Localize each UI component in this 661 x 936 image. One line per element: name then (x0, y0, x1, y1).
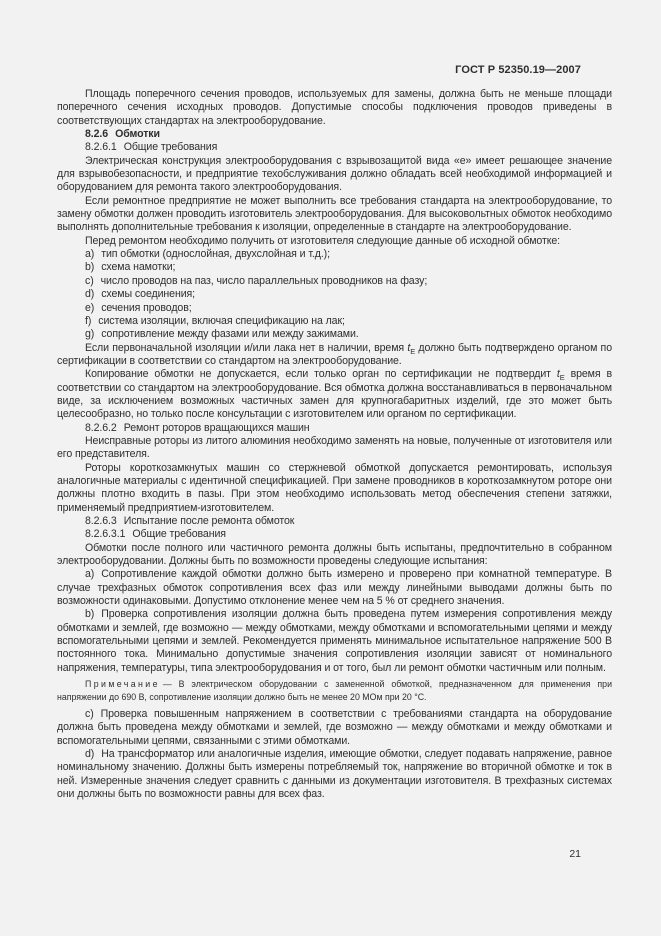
list-item-text: тип обмотки (однослойная, двухслойная и т.д.); (101, 248, 330, 261)
te-subscript: E (559, 373, 565, 383)
heading-8-2-6 (57, 128, 612, 141)
paragraph: Роторы короткозамкнутых машин со стержневой обмоткой допускается ремонтировать, используя аналогичные материалы с идентичной спецификацией. При замене проводников в короткозамкнутом роторе они должны плотно входить в пазы. При этом необходимо использовать метод обеспечения степени затяжки, применяемый предприятием-изготовителем. (57, 461, 612, 514)
heading-number: 8.2.6.1 (85, 141, 117, 154)
heading-title: Общие требования (123, 141, 218, 154)
list-item-label: a) (85, 248, 95, 261)
heading-8-2-6-3 (57, 515, 612, 528)
paragraph: Обмотки после полного или частичного ремонта должны быть испытаны, предпочтительно в собранном электрооборудовании. Должны быть по возможности проведены следующие испытания: (57, 541, 612, 568)
list-item-text: Сопротивление каждой обмотки должно быть измерено и проверено при комнатной температуре. В случае трехфазных обмоток сопротивления всех фаз или между линейными выводами должны быть по возможности одинаковыми. Допустимо отклонение менее чем на 5 % от среднего значения. (57, 568, 612, 608)
list-item-c (57, 275, 612, 288)
heading-title: Испытание после ремонта обмоток (123, 515, 295, 527)
heading-number: 8.2.6 (85, 128, 109, 141)
list-item-label: b) (85, 608, 95, 621)
paragraph-text: время в соответствии со стандартом на электрооборудование. Вся обмотка должна восстанавливаться в первоначальном виде, за исключением возможных частичных замен для крупногабаритных изделий, где это может быть целесообразно, но только после консультации с изготовителем или органом по сертификации. (57, 368, 612, 421)
list-item-label: d) (85, 747, 95, 760)
test-item-d (57, 748, 612, 801)
heading-8-2-6-1 (57, 141, 612, 154)
heading-number: 8.2.6.3.1 (85, 528, 126, 541)
paragraph: Если ремонтное предприятие не может выполнить все требования стандарта на электрооборудование, то замену обмотки должен проводить изготовитель электрооборудования. Для высоковольтных обмоток необходимо выполнять дополнительные требования к изоляции, определенные в стандарте на электрооборудование. (57, 194, 612, 234)
list-item-label: c) (85, 274, 94, 287)
list-item-b (57, 261, 612, 274)
te-variable: t (556, 368, 560, 381)
document-body (57, 88, 612, 801)
paragraph: Перед ремонтом необходимо получить от изготовителя следующие данные об исходной обмотке: (85, 234, 560, 247)
list-item-text: На трансформатор или аналогичные изделия, имеющие обмотки, следует подавать напряжение, равное номинальному значению. Должны быть измерены потребляемый ток, напряжение во вторичной обмотке и ток в ней. Измеренные значения следует сравнить с данными из документации изготовителя. В трехфазных системах они должны быть по возможности равны для всех фаз. (57, 747, 612, 800)
heading-8-2-6-2 (57, 422, 612, 435)
paragraph-with-te-symbol (57, 368, 612, 421)
list-item-label: g) (85, 328, 95, 341)
list-item-text: система изоляции, включая спецификацию на лак; (98, 314, 345, 327)
list-item-text: сопротивление между фазами или между зажимами. (101, 328, 359, 341)
paragraph-with-te-symbol (57, 342, 612, 369)
paragraph-text: должно быть подтверждено органом по сертификации в соответствии со стандартом на электрооборудование. (57, 341, 612, 367)
list-item-label: e) (85, 301, 95, 314)
document-header-gost-number: ГОСТ Р 52350.19—2007 (455, 64, 581, 76)
test-item-c (57, 708, 612, 748)
page-number: 21 (569, 848, 581, 860)
list-item-e (57, 302, 612, 315)
heading-title: Ремонт роторов вращающихся машин (123, 421, 310, 434)
note (57, 678, 612, 704)
list-item-label: d) (85, 288, 95, 301)
list-item-a (57, 248, 612, 261)
list-item-text: схема намотки; (101, 261, 176, 274)
heading-title: Общие требования (132, 528, 226, 541)
list-item-text: Проверка сопротивления изоляции должна быть проведена путем измерения сопротивления между обмотками и землей, где возможно — между обмотками, между обмотками и вспомогательными цепями и между вспомогательными цепями и землей. Рекомендуется применять минимальное испытательное напряжение 500 В постоянного тока. Минимально допустимые значения сопротивления изоляции зависят от номинального напряжения, температуры, типа электрооборудования и от того, был ли ремонт обмотки частичным или полным. (57, 608, 612, 674)
heading-8-2-6-3-1 (57, 528, 612, 541)
list-item-d (57, 288, 612, 301)
list-item-text: число проводов на паз, число параллельных проводников на фазу; (100, 274, 428, 287)
list-item-label: b) (85, 261, 95, 274)
list-item-text: Проверка повышенным напряжением в соответствии с требованиями стандарта на оборудование должна быть проведена между обмотками и землей, где возможно — между обмотками и между обмотками и вспомогательными цепями, связанными с этими обмотками. (57, 707, 612, 747)
paragraph-text: Копирование обмотки не допускается, если только орган по сертификации не подтвердит (85, 368, 557, 381)
list-item-text: сечения проводов; (101, 301, 192, 314)
paragraph: Неисправные роторы из литого алюминия необходимо заменять на новые, полученные от изготовителя или его представителя. (57, 434, 612, 461)
list-item-f (57, 315, 612, 328)
list-item-label: a) (85, 568, 95, 581)
te-subscript: E (410, 346, 416, 356)
list-item-g (57, 328, 612, 341)
te-variable: t (407, 341, 411, 354)
list-item-label: f) (85, 314, 92, 327)
note-text: — В электрическом оборудовании с замененной обмоткой, предназначенном для применения при напряжении до 690 В, сопротивление изоляции должно быть не менее 20 МОм при 20 °С. (57, 679, 612, 703)
list-item-label: c) (85, 707, 94, 720)
paragraph: Площадь поперечного сечения проводов, используемых для замены, должна быть не меньше площади поперечного сечения исходных проводов. Допустимые способы подключения проводов приведены в соответствующих стандартах на электрооборудование. (57, 88, 612, 127)
heading-title: Обмотки (115, 128, 160, 141)
paragraph: Электрическая конструкция электрооборудования с взрывозащитой вида «е» имеет решающее значение для взрывобезопасности, и предприятие техобслуживания должно обладать всей необходимой информацией и оборудованием для ремонта такого электрооборудования. (57, 154, 612, 194)
test-item-a (57, 568, 612, 608)
heading-number: 8.2.6.3 (85, 515, 117, 527)
test-item-b (57, 608, 612, 675)
heading-number: 8.2.6.2 (85, 421, 117, 434)
paragraph-text: Если первоначальной изоляции и/или лака нет в наличии, время (85, 341, 408, 354)
list-item-text: схемы соединения; (101, 288, 195, 301)
note-label: Примечание (85, 679, 160, 690)
